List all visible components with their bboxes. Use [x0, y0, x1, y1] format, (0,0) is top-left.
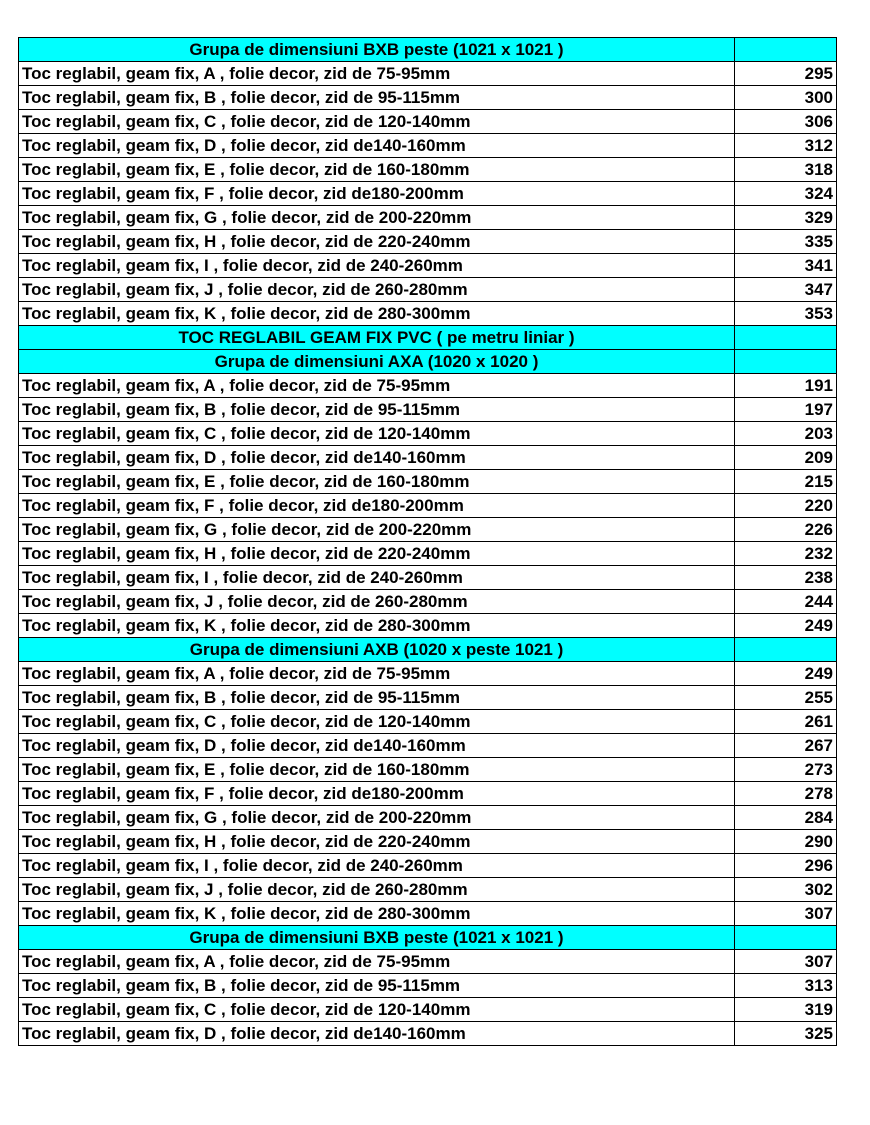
- table-row: [19, 254, 837, 278]
- item-description: Toc reglabil, geam fix, D , folie decor, zid de140-160mm: [19, 446, 735, 470]
- table-row: [19, 1022, 837, 1046]
- item-description: Toc reglabil, geam fix, E , folie decor, zid de 160-180mm: [19, 158, 735, 182]
- item-description: Toc reglabil, geam fix, J , folie decor, zid de 260-280mm: [19, 590, 735, 614]
- table-row: [19, 278, 837, 302]
- table-row: [19, 806, 837, 830]
- table-row: [19, 686, 837, 710]
- table-row: [19, 398, 837, 422]
- item-price: 341: [735, 254, 837, 278]
- item-price: 215: [735, 470, 837, 494]
- item-description: Toc reglabil, geam fix, C , folie decor, zid de 120-140mm: [19, 422, 735, 446]
- table-row: [19, 566, 837, 590]
- item-price: 232: [735, 542, 837, 566]
- item-description: Toc reglabil, geam fix, E , folie decor, zid de 160-180mm: [19, 758, 735, 782]
- item-price: 353: [735, 302, 837, 326]
- item-price: 295: [735, 62, 837, 86]
- item-price: 284: [735, 806, 837, 830]
- item-price: 319: [735, 998, 837, 1022]
- table-row: [19, 470, 837, 494]
- item-description: Toc reglabil, geam fix, C , folie decor, zid de 120-140mm: [19, 110, 735, 134]
- item-description: Toc reglabil, geam fix, D , folie decor, zid de140-160mm: [19, 1022, 735, 1046]
- item-price: 302: [735, 878, 837, 902]
- section-title: Grupa de dimensiuni BXB peste (1021 x 1021 ): [19, 926, 735, 950]
- item-price: 238: [735, 566, 837, 590]
- item-description: Toc reglabil, geam fix, K , folie decor, zid de 280-300mm: [19, 302, 735, 326]
- item-description: Toc reglabil, geam fix, H , folie decor, zid de 220-240mm: [19, 542, 735, 566]
- item-price: 307: [735, 950, 837, 974]
- table-row: [19, 110, 837, 134]
- item-price: 267: [735, 734, 837, 758]
- table-row: [19, 62, 837, 86]
- table-row: [19, 974, 837, 998]
- table-row: [19, 998, 837, 1022]
- item-price: 255: [735, 686, 837, 710]
- item-description: Toc reglabil, geam fix, G , folie decor, zid de 200-220mm: [19, 806, 735, 830]
- item-description: Toc reglabil, geam fix, A , folie decor, zid de 75-95mm: [19, 950, 735, 974]
- item-price: 220: [735, 494, 837, 518]
- item-description: Toc reglabil, geam fix, F , folie decor, zid de180-200mm: [19, 782, 735, 806]
- item-description: Toc reglabil, geam fix, I , folie decor, zid de 240-260mm: [19, 254, 735, 278]
- item-price: 278: [735, 782, 837, 806]
- section-header-row: [19, 38, 837, 62]
- item-description: Toc reglabil, geam fix, J , folie decor, zid de 260-280mm: [19, 878, 735, 902]
- table-row: [19, 902, 837, 926]
- item-description: Toc reglabil, geam fix, J , folie decor, zid de 260-280mm: [19, 278, 735, 302]
- table-row: [19, 782, 837, 806]
- item-description: Toc reglabil, geam fix, G , folie decor, zid de 200-220mm: [19, 206, 735, 230]
- table-row: [19, 494, 837, 518]
- item-price: 209: [735, 446, 837, 470]
- section-header-row: [19, 638, 837, 662]
- item-description: Toc reglabil, geam fix, B , folie decor, zid de 95-115mm: [19, 974, 735, 998]
- item-price: 249: [735, 662, 837, 686]
- table-row: [19, 206, 837, 230]
- item-price: 329: [735, 206, 837, 230]
- item-price: 203: [735, 422, 837, 446]
- table-row: [19, 710, 837, 734]
- item-description: Toc reglabil, geam fix, E , folie decor, zid de 160-180mm: [19, 470, 735, 494]
- item-description: Toc reglabil, geam fix, F , folie decor, zid de180-200mm: [19, 182, 735, 206]
- section-header-row: [19, 326, 837, 350]
- table-row: [19, 758, 837, 782]
- table-row: [19, 878, 837, 902]
- table-row: [19, 422, 837, 446]
- price-table: [18, 37, 837, 1046]
- section-title: Grupa de dimensiuni AXB (1020 x peste 1021 ): [19, 638, 735, 662]
- item-description: Toc reglabil, geam fix, G , folie decor, zid de 200-220mm: [19, 518, 735, 542]
- item-description: Toc reglabil, geam fix, K , folie decor, zid de 280-300mm: [19, 902, 735, 926]
- section-title: Grupa de dimensiuni BXB peste (1021 x 1021 ): [19, 38, 735, 62]
- table-row: [19, 950, 837, 974]
- item-price: 312: [735, 134, 837, 158]
- item-description: Toc reglabil, geam fix, I , folie decor, zid de 240-260mm: [19, 854, 735, 878]
- item-price: 324: [735, 182, 837, 206]
- item-price: 249: [735, 614, 837, 638]
- item-description: Toc reglabil, geam fix, K , folie decor, zid de 280-300mm: [19, 614, 735, 638]
- table-row: [19, 230, 837, 254]
- item-price: 313: [735, 974, 837, 998]
- item-description: Toc reglabil, geam fix, H , folie decor, zid de 220-240mm: [19, 230, 735, 254]
- item-price: 290: [735, 830, 837, 854]
- item-description: Toc reglabil, geam fix, B , folie decor, zid de 95-115mm: [19, 86, 735, 110]
- item-description: Toc reglabil, geam fix, D , folie decor, zid de140-160mm: [19, 134, 735, 158]
- item-price: 335: [735, 230, 837, 254]
- section-price-cell: [735, 638, 837, 662]
- item-price: 261: [735, 710, 837, 734]
- item-price: 318: [735, 158, 837, 182]
- item-description: Toc reglabil, geam fix, H , folie decor, zid de 220-240mm: [19, 830, 735, 854]
- table-row: [19, 86, 837, 110]
- table-row: [19, 374, 837, 398]
- table-row: [19, 302, 837, 326]
- table-row: [19, 854, 837, 878]
- table-row: [19, 518, 837, 542]
- item-price: 296: [735, 854, 837, 878]
- section-price-cell: [735, 38, 837, 62]
- item-description: Toc reglabil, geam fix, I , folie decor, zid de 240-260mm: [19, 566, 735, 590]
- table-row: [19, 830, 837, 854]
- item-price: 307: [735, 902, 837, 926]
- item-price: 300: [735, 86, 837, 110]
- item-description: Toc reglabil, geam fix, B , folie decor, zid de 95-115mm: [19, 398, 735, 422]
- item-description: Toc reglabil, geam fix, A , folie decor, zid de 75-95mm: [19, 62, 735, 86]
- item-price: 226: [735, 518, 837, 542]
- table-row: [19, 542, 837, 566]
- section-title: Grupa de dimensiuni AXA (1020 x 1020 ): [19, 350, 735, 374]
- table-row: [19, 446, 837, 470]
- table-row: [19, 182, 837, 206]
- table-row: [19, 158, 837, 182]
- item-description: Toc reglabil, geam fix, C , folie decor, zid de 120-140mm: [19, 710, 735, 734]
- section-header-row: [19, 350, 837, 374]
- item-price: 197: [735, 398, 837, 422]
- item-price: 306: [735, 110, 837, 134]
- item-description: Toc reglabil, geam fix, F , folie decor, zid de180-200mm: [19, 494, 735, 518]
- section-header-row: [19, 926, 837, 950]
- item-price: 273: [735, 758, 837, 782]
- section-price-cell: [735, 350, 837, 374]
- section-price-cell: [735, 326, 837, 350]
- table-row: [19, 134, 837, 158]
- item-description: Toc reglabil, geam fix, A , folie decor, zid de 75-95mm: [19, 374, 735, 398]
- item-description: Toc reglabil, geam fix, D , folie decor, zid de140-160mm: [19, 734, 735, 758]
- item-price: 347: [735, 278, 837, 302]
- table-row: [19, 590, 837, 614]
- table-row: [19, 614, 837, 638]
- item-price: 244: [735, 590, 837, 614]
- table-row: [19, 734, 837, 758]
- item-description: Toc reglabil, geam fix, A , folie decor, zid de 75-95mm: [19, 662, 735, 686]
- section-title: TOC REGLABIL GEAM FIX PVC ( pe metru liniar ): [19, 326, 735, 350]
- section-price-cell: [735, 926, 837, 950]
- item-description: Toc reglabil, geam fix, C , folie decor, zid de 120-140mm: [19, 998, 735, 1022]
- item-description: Toc reglabil, geam fix, B , folie decor, zid de 95-115mm: [19, 686, 735, 710]
- item-price: 325: [735, 1022, 837, 1046]
- item-price: 191: [735, 374, 837, 398]
- table-row: [19, 662, 837, 686]
